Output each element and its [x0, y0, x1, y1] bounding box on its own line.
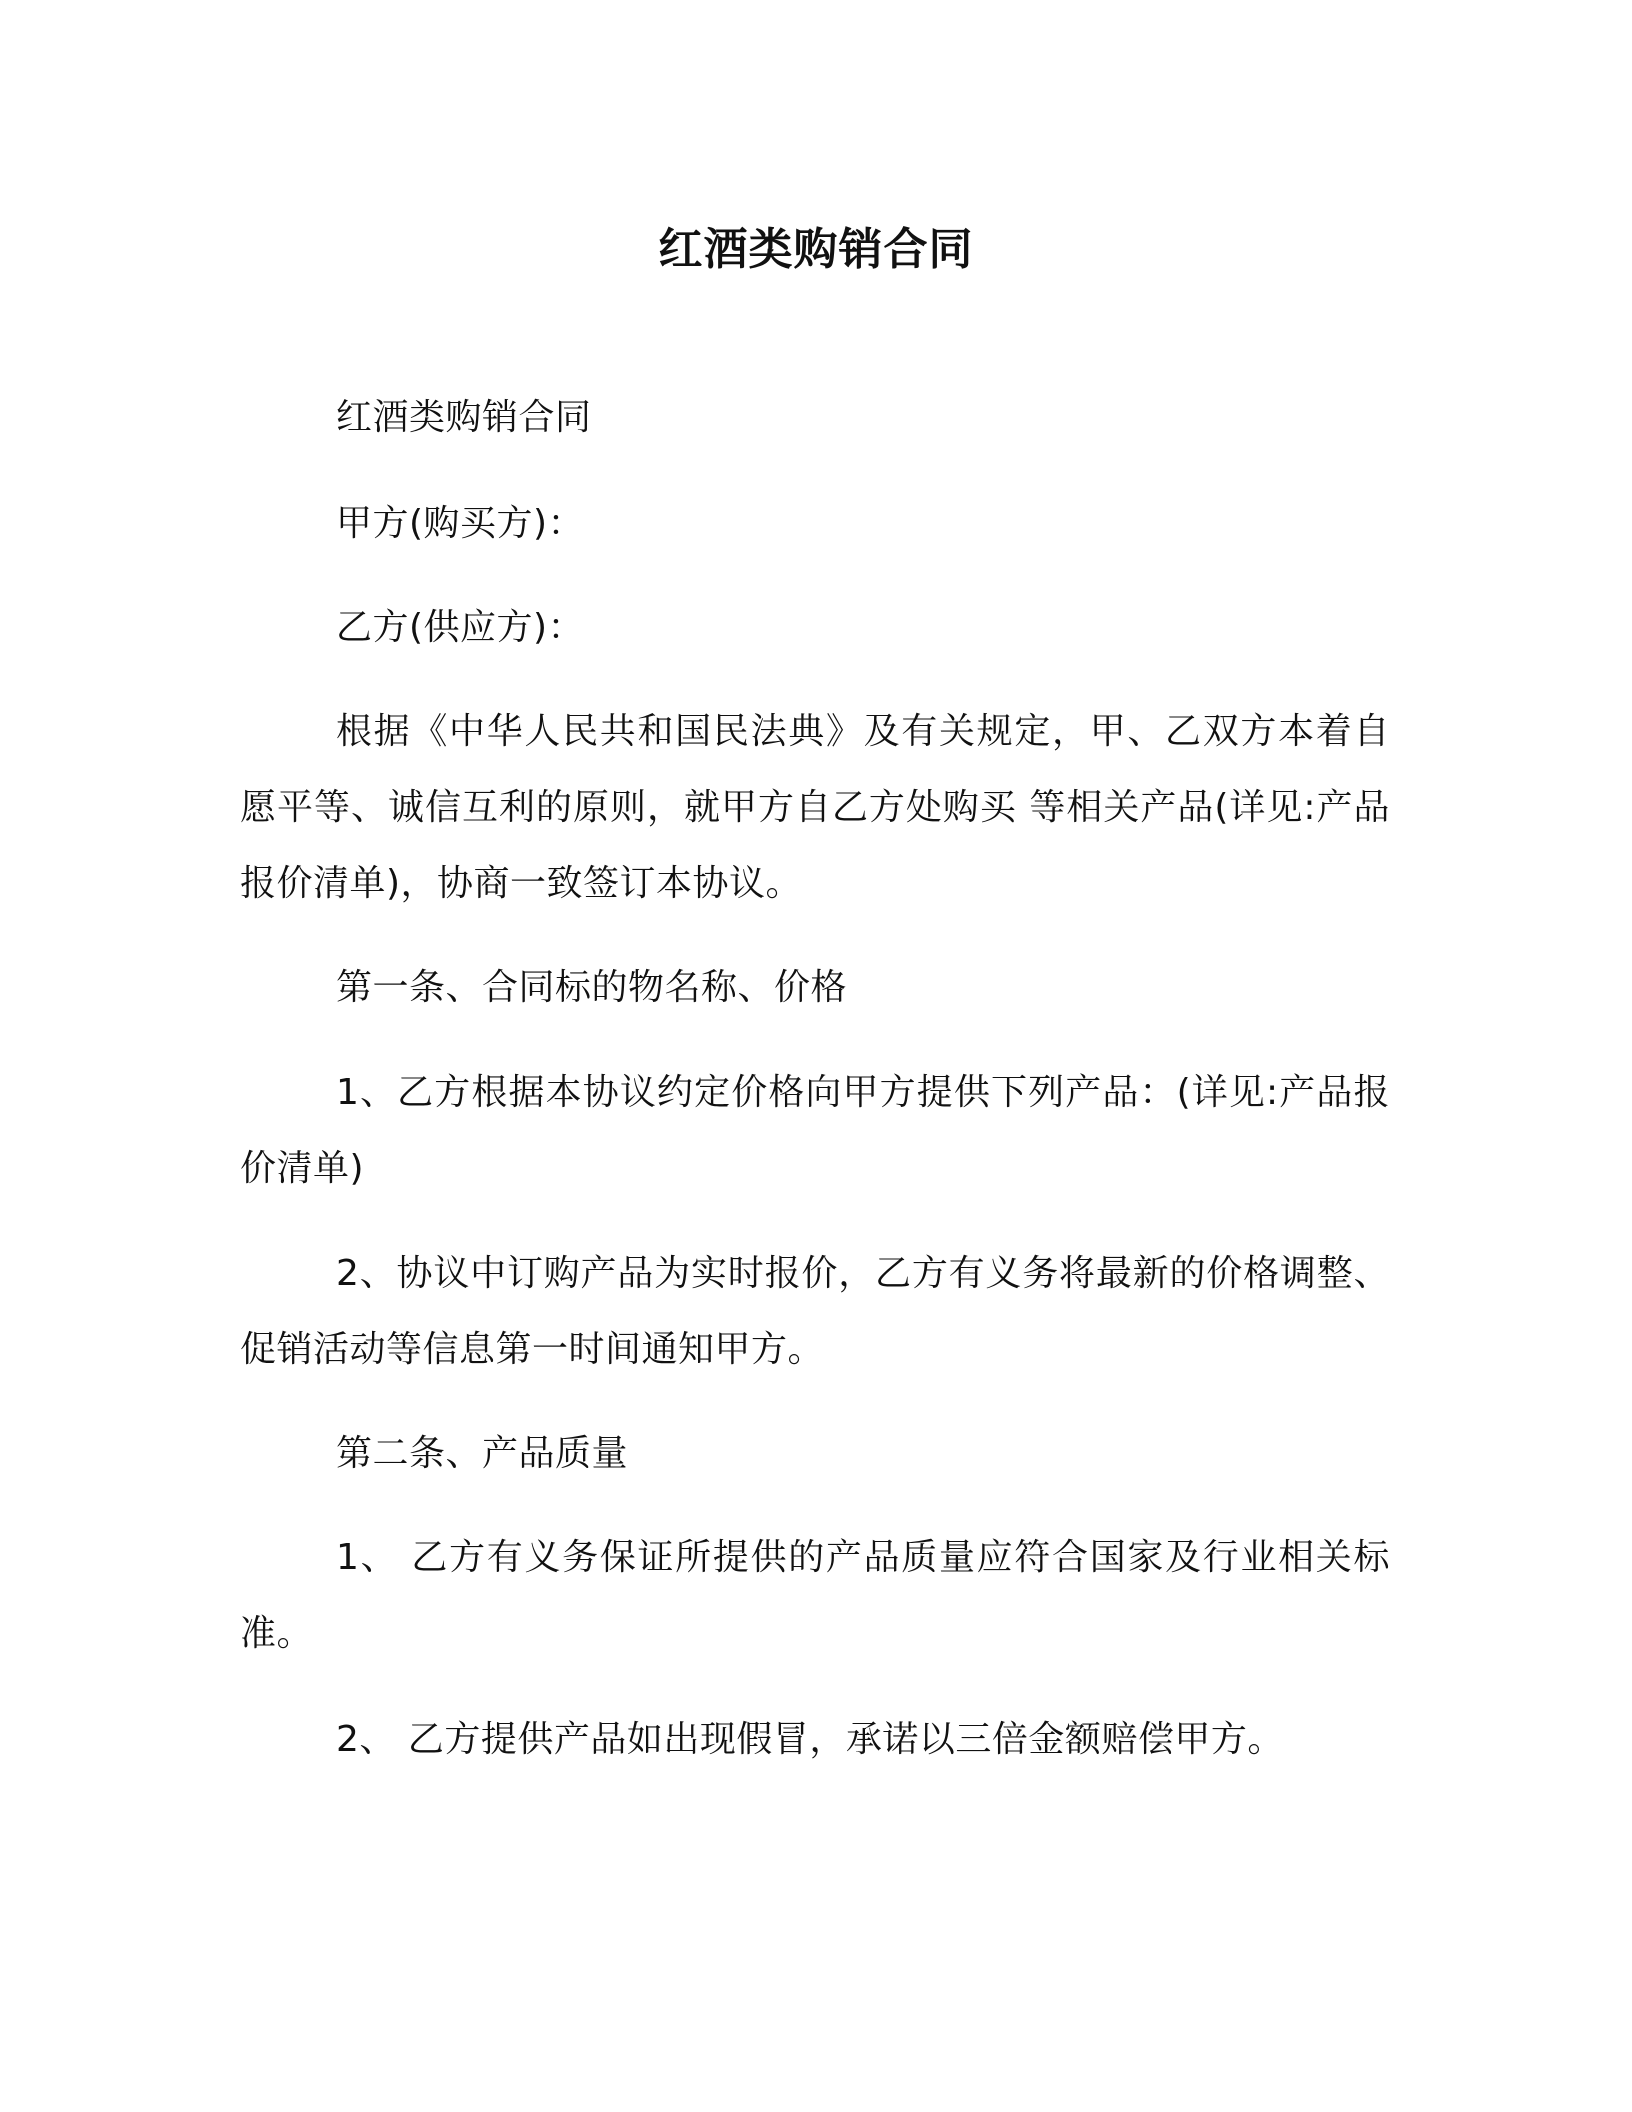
article2-item1: 1、 乙方有义务保证所提供的产品质量应符合国家及行业相关标准。 [240, 1537, 1390, 1654]
article2-heading: 第二条、产品质量 [336, 1433, 629, 1474]
article1-item1: 1、乙方根据本协议约定价格向甲方提供下列产品：(详见:产品报价清单) [240, 1072, 1390, 1189]
article1-heading: 第一条、合同标的物名称、价格 [336, 967, 848, 1008]
article1-item2: 2、协议中订购产品为实时报价，乙方有义务将最新的价格调整、促销活动等信息第一时间通知甲方。 [240, 1253, 1390, 1370]
document-title: 红酒类购销合同 [658, 224, 974, 275]
article2-item2: 2、 乙方提供产品如出现假冒，承诺以三倍金额赔偿甲方。 [336, 1719, 1284, 1760]
party-a-line: 甲方(购买方)： [336, 503, 585, 544]
contract-subtitle: 红酒类购销合同 [336, 397, 592, 438]
party-b-line: 乙方(供应方)： [336, 607, 585, 648]
preamble-paragraph: 根据《中华人民共和国民法典》及有关规定，甲、乙双方本着自愿平等、诚信互利的原则，就甲方自乙方处购买 等相关产品(详见:产品报价清单)，协商一致签订本协议。 [240, 711, 1390, 904]
